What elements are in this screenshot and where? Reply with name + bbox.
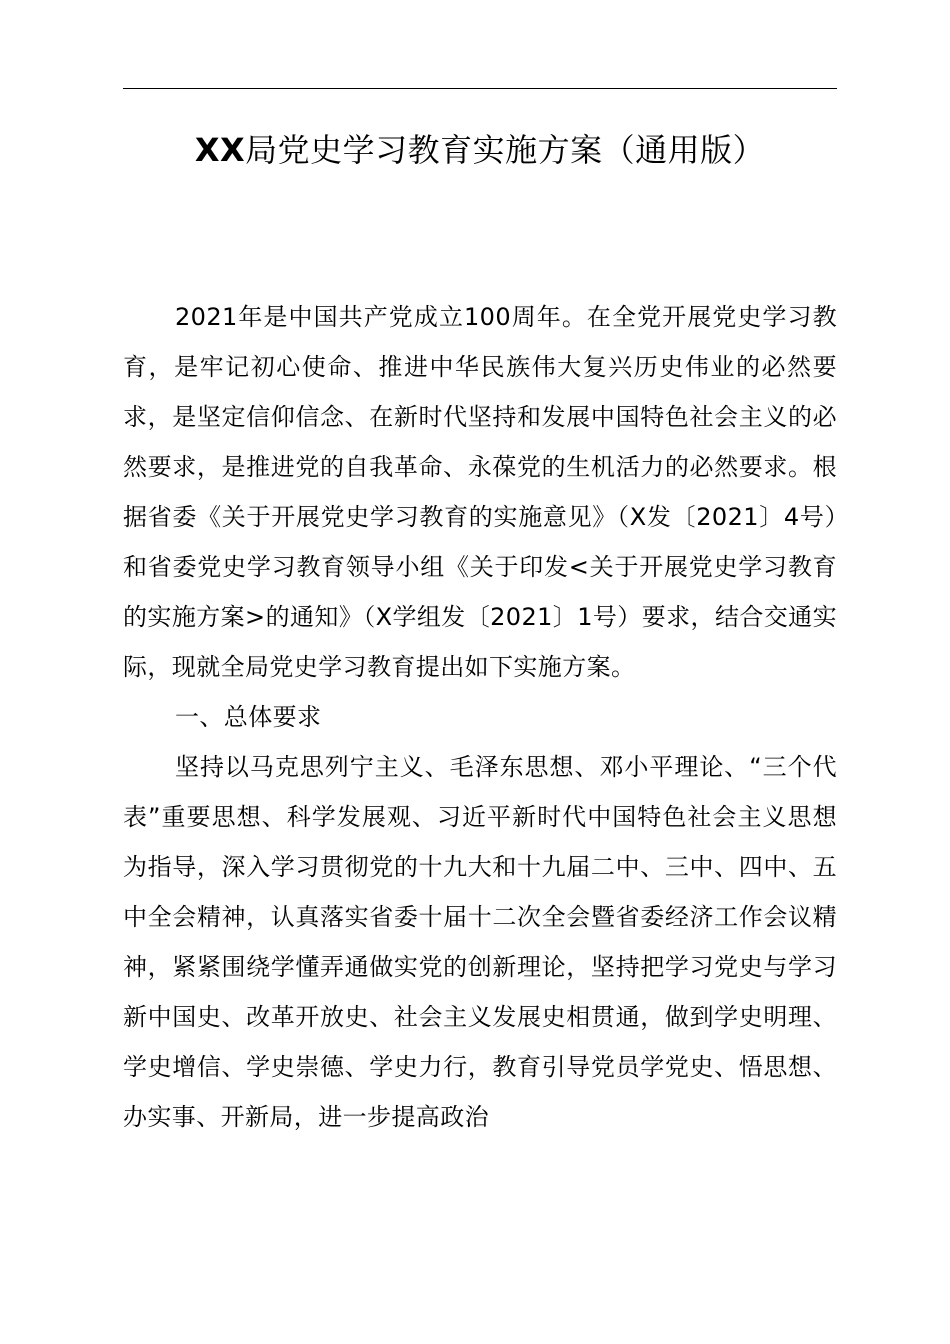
header-rule	[123, 88, 837, 89]
section-heading: 一、总体要求	[175, 703, 322, 731]
body-paragraph: 坚持以马克思列宁主义、毛泽东思想、邓小平理论、“三个代表”重要思想、科学发展观、习近平新时代中国特色社会主义思想为指导，深入学习贯彻党的十九大和十九届二中、三中、四中、五中全会精神，认真落实省委十届十二次全会暨省委经济工作会议精神，紧紧围绕学懂弄通做实党的创新理论，坚持把学习党史与学习新中国史、改革开放史、社会主义发展史相贯通，做到学史明理、学史增信、学史崇德、学史力行，教育引导党员学党史、悟思想、办实事、开新局，进一步提高政治	[123, 753, 837, 1131]
document-title	[123, 126, 837, 174]
title-prefix: XX	[194, 131, 246, 169]
title-text: 局党史学习教育实施方案（通用版）	[245, 131, 766, 169]
document-body	[123, 292, 837, 1142]
intro-paragraph: 2021年是中国共产党成立100周年。在全党开展党史学习教育，是牢记初心使命、推进中华民族伟大复兴历史伟业的必然要求，是坚定信仰信念、在新时代坚持和发展中国特色社会主义的必然要求，是推进党的自我革命、永葆党的生机活力的必然要求。根据省委《关于开展党史学习教育的实施意见》（X发〔2021〕4号）和省委党史学习教育领导小组《关于印发<关于开展党史学习教育的实施方案>的通知》（X学组发〔2021〕1号）要求，结合交通实际，现就全局党史学习教育提出如下实施方案。	[123, 303, 837, 681]
